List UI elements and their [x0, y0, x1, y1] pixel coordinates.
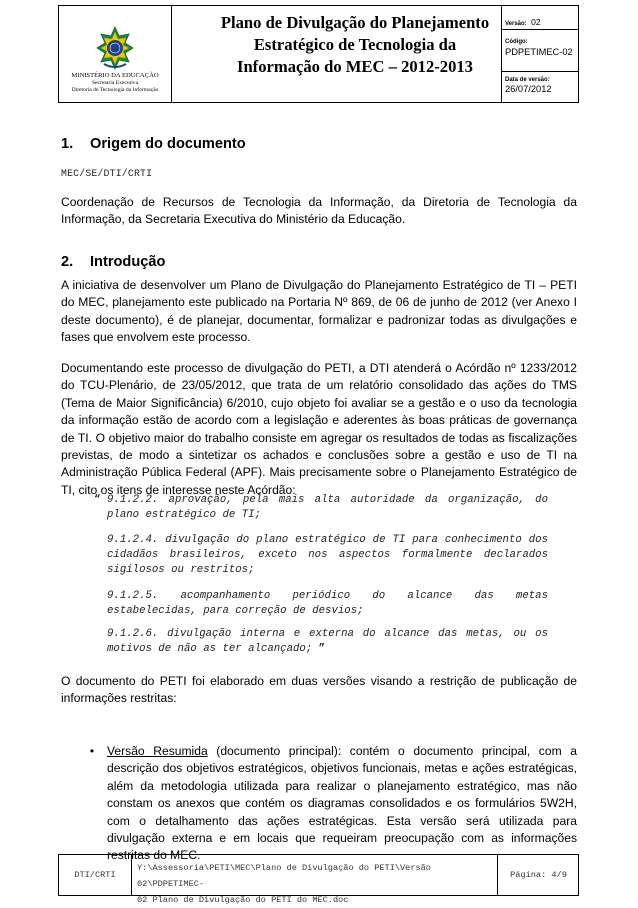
quote-close-mark: ” [312, 643, 326, 655]
quote-item [107, 627, 548, 657]
title-line: Informação do MEC – 2012-2013 [237, 57, 473, 76]
section-1-number: 1. [61, 136, 74, 152]
document-title [207, 12, 503, 78]
origin-paragraph: Coordenação de Recursos de Tecnologia da Informação, da Diretoria de Tecnologia da Informação, da Secretaria Executiva do Ministério da Educação. [61, 195, 577, 227]
date-cell [502, 72, 579, 102]
header-logo-cell [59, 6, 172, 102]
code-value: PDPETIMEC-02 [505, 47, 573, 57]
file-path-line: Y:\Assessoria\PETI\MEC\Plano de Divulgação do PETI\Versão 02\PDPETIMEC- [137, 863, 431, 889]
intro-paragraph-2: Documentando este processo de divulgação do PETI, a DTI atenderá o Acórdão nº 1233/2012 do TCU-Plenário, de 23/05/2012, que trata de um relatório consolidado das ações do TMS (Tema de Maior Significância) 6/2010, cujo objeto foi avaliar se a gestão e o uso da tecnologia da informação estão de acordo com a legislação e aderentes às boas práticas de governança de TI. O objetivo maior do trabalho consiste em agregar os resultados de todas as fiscalizações previstas, de modo a sintetizar os achados e conclusões sobre a gestão e uso de TI na Administração Pública Federal (APF). Mais precisamente sobre o Planejamento Estratégico de TI, cito os itens de interesse neste Acórdão: [61, 361, 577, 497]
intro-paragraph-3: O documento do PETI foi elaborado em duas versões visando a restrição de publicação de informações restritas: [61, 674, 577, 706]
footer-file-path [137, 860, 497, 908]
code-label: Código: [505, 39, 528, 45]
intro-paragraph-1: A iniciativa de desenvolver um Plano de Divulgação do Planejamento Estratégico de TI – PETI do MEC, planejamento este publicado na Portaria Nº 869, de 06 de junho de 2012 (ver Anexo I deste documento), é de planejar, documentar, formalizar e padronizar todas as divulgações e fases que envolvem este processo. [61, 278, 577, 345]
bullet-icon: • [89, 744, 95, 758]
coat-of-arms-icon [96, 26, 134, 70]
section-2-heading [61, 254, 165, 270]
section-2-number: 2. [61, 254, 74, 270]
document-header [58, 5, 579, 103]
footer-department: DTI/CRTI [59, 855, 132, 895]
code-cell [502, 30, 579, 72]
document-footer [58, 854, 579, 905]
quote-text: 9.1.2.2. aprovação, pela mais alta autoridade da organização, do plano estratégico de TI; [107, 494, 548, 521]
date-label: Data de versão: [505, 77, 550, 83]
quote-open-mark: “ [94, 494, 101, 506]
header-meta [501, 6, 579, 102]
quote-item [107, 533, 548, 578]
section-1-heading [61, 136, 246, 152]
title-line: Estratégico de Tecnologia da [253, 35, 457, 54]
title-line: Plano de Divulgação do Planejamento [220, 13, 490, 32]
quote-item [107, 589, 548, 619]
date-value: 26/07/2012 [505, 84, 552, 94]
bullet-term: Versão Resumida [107, 744, 208, 758]
version-cell [502, 6, 579, 30]
bullet-text: (documento principal): contém o documento principal, com a descrição dos objetivos estratégicos, objetivos funcionais, metas e ações estratégicas, além da metodologia utilizada para realizar o planejamento estratégico, mas não constam os anexos que contém os diagramas consolidados e os formulários 5W2H, com o detalhamento das ações estratégicas. Esta versão será utilizada para divulgação externa e em locais que requeiram preocupação com as informações restritas do MEC. [107, 744, 577, 863]
section-2-title: Introdução [90, 254, 166, 270]
bullet-item [107, 743, 577, 865]
quote-text: 9.1.2.6. divulgação interna e externa do alcance das metas, ou os motivos de não as ter alcançado; [107, 628, 548, 655]
version-label: Versão: [505, 21, 527, 27]
quote-text: 9.1.2.4. divulgação do plano estratégico de TI para conhecimento dos cidadãos brasileiros, exceto nos aspectos formalmente declarados sigilosos ou restritos; [107, 534, 548, 576]
file-path-line: 02 Plano de Divulgação do PETI do MEC.doc [137, 895, 349, 905]
footer-page-number: Página: 4/9 [497, 855, 579, 895]
logo-directorate: Diretoria de Tecnologia da Informação [71, 87, 159, 93]
quote-item [94, 493, 548, 523]
section-1-title: Origem do documento [90, 136, 246, 152]
logo-ministry: MINISTÉRIO DA EDUCAÇÃO [71, 72, 159, 79]
version-value: 02 [531, 17, 541, 27]
origin-path: MEC/SE/DTI/CRTI [61, 168, 153, 179]
logo-secretariat: Secretaria Executiva [91, 80, 139, 86]
quote-text: 9.1.2.5. acompanhamento periódico do alcance das metas estabelecidas, para correção de desvios; [107, 590, 548, 617]
